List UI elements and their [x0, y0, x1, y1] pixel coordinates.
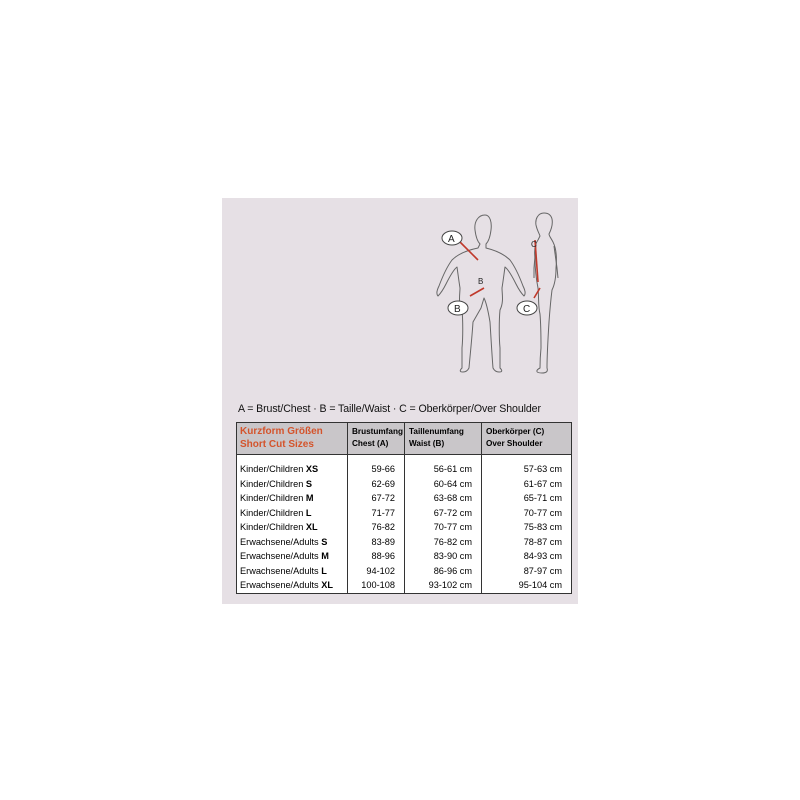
waist-cell: 76-82 cm: [405, 535, 482, 550]
size-code: XL: [305, 522, 318, 532]
waist-cell: 83-90 cm: [405, 549, 482, 564]
size-code: M: [321, 551, 329, 561]
header-short-cut-sizes: Kurzform Größen Short Cut Sizes: [237, 423, 348, 455]
size-label-cell: [237, 477, 348, 492]
chest-cell: 76-82: [348, 520, 405, 535]
chest-cell: 59-66: [348, 462, 405, 477]
shoulder-cell: 78-87 cm: [482, 535, 572, 550]
measurement-legend: A = Brust/Chest · B = Taille/Waist · C = Oberkörper/Over Shoulder: [238, 403, 541, 415]
chest-cell: 71-77: [348, 506, 405, 521]
size-code: XS: [305, 464, 319, 474]
size-label-cell: [237, 462, 348, 477]
chest-cell: 62-69: [348, 477, 405, 492]
size-group: Kinder/Children: [240, 478, 304, 489]
size-code: L: [305, 507, 312, 518]
size-group: Erwachsene/Adults: [240, 536, 319, 547]
size-table-body: [237, 455, 572, 594]
shoulder-cell: 84-93 cm: [482, 549, 572, 564]
label-c: C: [523, 304, 531, 315]
body-measurement-figures: [222, 198, 578, 398]
waist-cell: 86-96 cm: [405, 564, 482, 579]
size-chart-card: [222, 198, 578, 604]
table-row: [237, 549, 572, 564]
shoulder-cell: 95-104 cm: [482, 578, 572, 593]
size-group: Kinder/Children: [240, 507, 304, 518]
size-group: Erwachsene/Adults: [240, 580, 319, 590]
header-over-shoulder: Oberkörper (C) Over Shoulder: [482, 423, 572, 455]
shoulder-cell: 57-63 cm: [482, 462, 572, 477]
header-chest: Brustumfang Chest (A): [348, 423, 405, 455]
chest-cell: 94-102: [348, 564, 405, 579]
table-row: [237, 535, 572, 550]
size-table-header: [237, 423, 572, 455]
size-code: XL: [321, 580, 333, 590]
size-group: Erwachsene/Adults: [240, 551, 319, 561]
shoulder-cell: 65-71 cm: [482, 491, 572, 506]
table-spacer-row: [237, 455, 572, 463]
size-group: Kinder/Children: [240, 493, 304, 503]
shoulder-cell: 87-97 cm: [482, 564, 572, 579]
waist-cell: 93-102 cm: [405, 578, 482, 593]
table-row: [237, 564, 572, 579]
measurement-lines: [460, 240, 540, 298]
table-row: [237, 578, 572, 593]
size-code: L: [321, 565, 327, 576]
waist-cell: 56-61 cm: [405, 462, 482, 477]
table-row: [237, 462, 572, 477]
label-c-small: C: [531, 240, 537, 249]
size-label-cell: [237, 506, 348, 521]
table-row: [237, 491, 572, 506]
label-callouts: [442, 231, 537, 315]
label-b-small: B: [478, 277, 484, 286]
label-b: B: [454, 304, 461, 315]
size-group: Kinder/Children: [240, 522, 304, 532]
size-code: S: [321, 536, 328, 547]
size-label-cell: [237, 578, 348, 593]
size-code: S: [305, 478, 313, 489]
waist-cell: 60-64 cm: [405, 477, 482, 492]
table-row: [237, 520, 572, 535]
size-table: [236, 422, 572, 594]
size-group: Erwachsene/Adults: [240, 565, 319, 576]
chest-cell: 88-96: [348, 549, 405, 564]
shoulder-cell: 61-67 cm: [482, 477, 572, 492]
waist-cell: 70-77 cm: [405, 520, 482, 535]
header-waist: Taillenumfang Waist (B): [405, 423, 482, 455]
size-group: Kinder/Children: [240, 464, 304, 474]
waist-cell: 63-68 cm: [405, 491, 482, 506]
label-a: A: [448, 234, 455, 245]
size-code: M: [305, 493, 314, 503]
size-label-cell: [237, 491, 348, 506]
table-row: [237, 477, 572, 492]
table-row: [237, 506, 572, 521]
size-label-cell: [237, 564, 348, 579]
shoulder-cell: 75-83 cm: [482, 520, 572, 535]
waist-cell: 67-72 cm: [405, 506, 482, 521]
chest-cell: 83-89: [348, 535, 405, 550]
size-label-cell: [237, 549, 348, 564]
chest-cell: 100-108: [348, 578, 405, 593]
chest-cell: 67-72: [348, 491, 405, 506]
size-label-cell: [237, 520, 348, 535]
size-label-cell: [237, 535, 348, 550]
shoulder-cell: 70-77 cm: [482, 506, 572, 521]
